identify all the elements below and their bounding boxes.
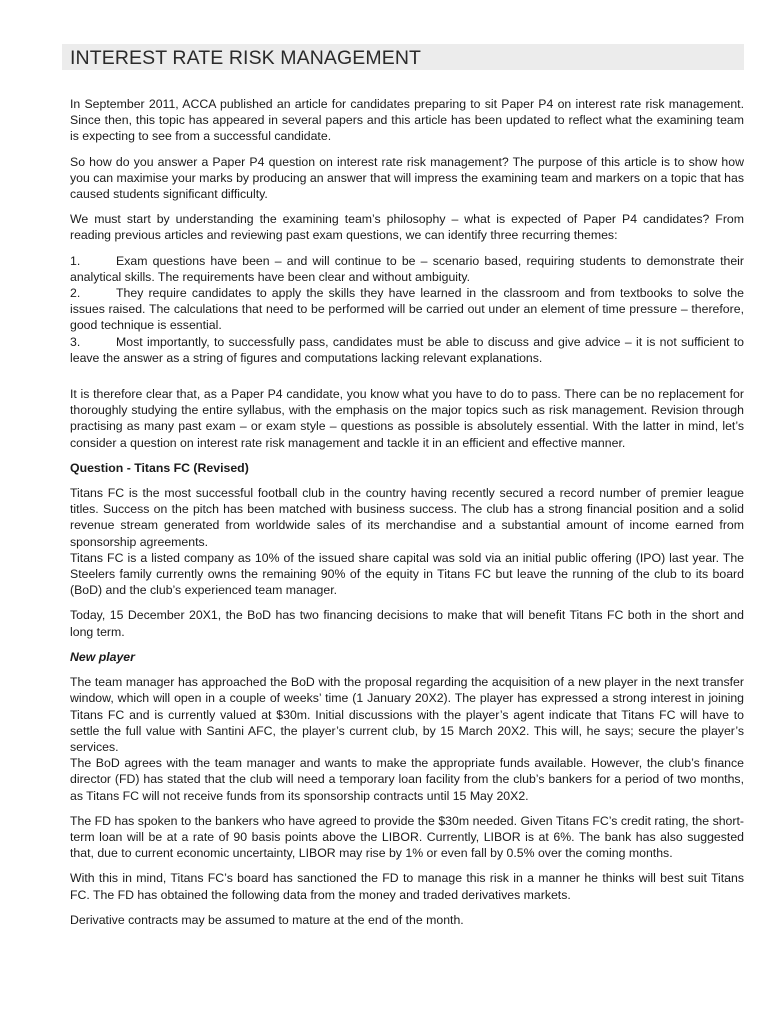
intro-paragraph-2: So how do you answer a Paper P4 question on interest rate risk management? The purpose of this article is to show how you can maximise your marks by producing an answer that will impress the examining team and markers on a topic that has caused students significant difficulty. [70, 154, 744, 202]
list-item-number: 1. [70, 253, 81, 268]
list-item-text: They require candidates to apply the skills they have learned in the classroom and from textbooks to solve the issues raised. The calculations that need to be performed will be carried out under an element of time pressure – therefore, good technique is essential. [70, 286, 744, 333]
list-item-text: Exam questions have been – and will continue to be – scenario based, requiring students to demonstrate their analytical skills. The requirements have been clear and without ambiguity. [70, 253, 744, 284]
closing-paragraph-2: With this in mind, Titans FC’s board has sanctioned the FD to manage this risk in a manner he thinks will best suit Titans FC. The FD has obtained the following data from the money and traded derivatives markets. [70, 871, 744, 902]
list-item-text: Most importantly, to successfully pass, candidates must be able to discuss and give advice – it is not sufficient to leave the answer as a string of figures and computations lacking relevant explanations. [70, 334, 744, 365]
question-heading: Question - Titans FC (Revised) [70, 460, 249, 475]
themes-list [70, 253, 744, 366]
question-paragraph-2: Titans FC is a listed company as 10% of the issued share capital was sold via an initial public offering (IPO) last year. The Steelers family currently owns the remaining 90% of the equity in Titans FC but leave the running of the club to its board (BoD) and the club’s experienced team manager. [70, 550, 744, 598]
clear-paragraph: It is therefore clear that, as a Paper P4 candidate, you know what you have to do to pass. There can be no replacement for thoroughly studying the entire syllabus, with the emphasis on the major topics such as risk management. Revision through practising as many past exam – or exam style – questions as possible is absolutely essential. With the latter in mind, let’s consider a question on interest rate risk management and tackle it in an efficient and effective manner. [70, 387, 744, 450]
document-body [70, 96, 744, 937]
intro-paragraph-3: We must start by understanding the examining team’s philosophy – what is expected of Paper P4 candidates? From reading previous articles and reviewing past exam questions, we can identify three recurring themes: [70, 212, 744, 243]
closing-paragraph-1: The FD has spoken to the bankers who have agreed to provide the $30m needed. Given Titans FC’s credit rating, the short-term loan will be at a rate of 90 basis points above the LIBOR. Currently, LIBOR is at 6%. The bank has also suggested that, due to current economic uncertainty, LIBOR may rise by 1% or even fall by 0.5% over the coming months. [70, 813, 744, 861]
today-paragraph: Today, 15 December 20X1, the BoD has two financing decisions to make that will benefit Titans FC both in the short and long term. [70, 608, 744, 639]
question-paragraph-1: Titans FC is the most successful football club in the country having recently secured a record number of premier league titles. Success on the pitch has been matched with business success. The club has a strong financial position and a solid revenue stream generated from worldwide sales of its merchandise and a substantial amount of income earned from sponsorship agreements. [70, 486, 744, 549]
intro-paragraph-1: In September 2011, ACCA published an article for candidates preparing to sit Paper P4 on interest rate risk management. Since then, this topic has appeared in several papers and this article has been updated to reflect what the examining team is expecting to see from a successful candidate. [70, 97, 744, 144]
closing-paragraph-3: Derivative contracts may be assumed to mature at the end of the month. [70, 912, 464, 927]
list-item [70, 334, 744, 366]
list-item-number: 2. [70, 286, 81, 301]
list-item-number: 3. [70, 334, 81, 349]
new-player-paragraph-1: The team manager has approached the BoD with the proposal regarding the acquisition of a new player in the next transfer window, which will open in a couple of weeks’ time (1 January 20X2). The player has expressed a strong interest in joining Titans FC and is currently valued at $30m. Initial discussions with the player’s agent indicate that Titans FC will have to settle the full value with Santini AFC, the player’s current club, by 15 March 20X2. This will, he says; secure the player’s services. [70, 675, 744, 754]
page-title: INTEREST RATE RISK MANAGEMENT [70, 47, 422, 69]
list-item [70, 253, 744, 285]
list-item [70, 285, 744, 334]
new-player-heading: New player [70, 649, 135, 664]
new-player-paragraph-2: The BoD agrees with the team manager and wants to make the appropriate funds available. However, the club’s finance director (FD) has stated that the club will need a temporary loan facility from the club’s bankers for a period of two months, as Titans FC will not receive funds from its sponsorship contracts until 15 May 20X2. [70, 756, 744, 803]
